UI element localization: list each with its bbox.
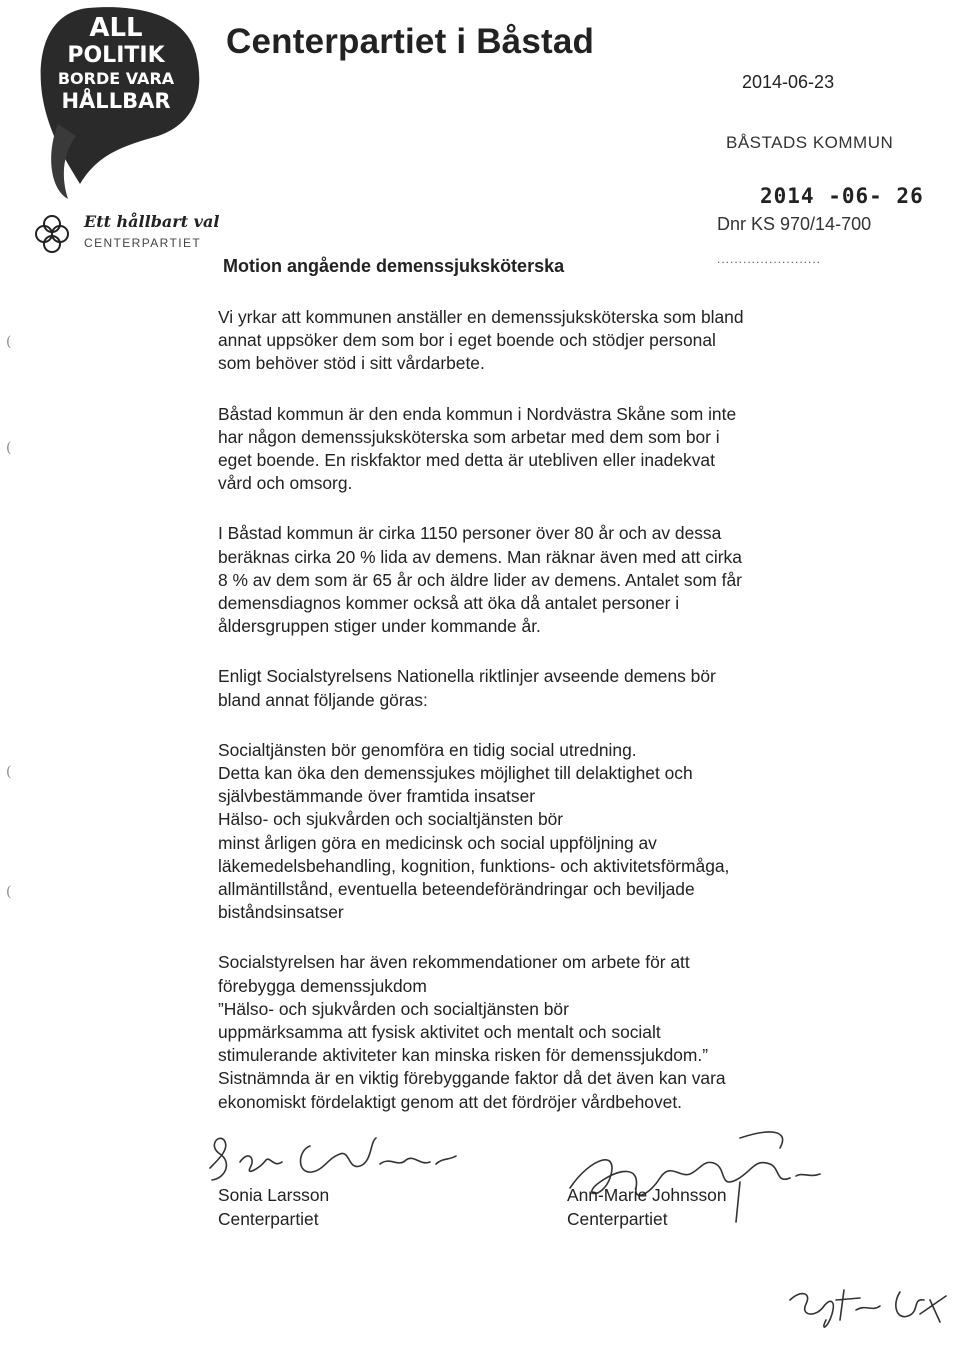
- text-line: vård och omsorg.: [218, 473, 353, 494]
- stamp-received-date: 2014 -06- 26: [760, 184, 924, 208]
- text-line: I Båstad kommun är cirka 1150 personer över 80 år och av dessa: [218, 523, 722, 544]
- text-line: beräknas cirka 20 % lida av demens. Man räknar även med att cirka: [218, 546, 742, 567]
- text-line: Hälso- och sjukvården och socialtjänsten bör: [218, 809, 564, 830]
- text-line: uppmärksamma att fysisk aktivitet och mentalt och socialt: [218, 1022, 661, 1043]
- paragraph-4: [218, 665, 858, 711]
- logo-badge-icon: [28, 4, 208, 274]
- text-line: som behöver stöd i sitt vårdarbete.: [218, 353, 485, 374]
- margin-mark-icon: (: [6, 884, 12, 900]
- signature-block-2: [567, 1183, 727, 1231]
- signature-sonia-icon: [200, 1128, 480, 1188]
- stamp-office: BÅSTADS KOMMUN: [726, 133, 894, 152]
- text-line: förebygga demenssjukdom: [218, 975, 427, 996]
- badge-line-3: BORDE VARA: [57, 69, 175, 88]
- badge-line-2: POLITIK: [67, 43, 165, 68]
- motion-title: Motion angående demenssjuksköterska: [223, 256, 565, 276]
- signer-name: Ann-Marie Johnsson: [567, 1185, 727, 1205]
- signer-party: Centerpartiet: [218, 1209, 319, 1229]
- text-line: minst årligen göra en medicinsk och social uppföljning av: [218, 832, 657, 853]
- text-line: allmäntillstånd, eventuella beteendeförändringar och beviljade: [218, 879, 695, 900]
- clover-icon: [36, 216, 68, 252]
- text-line: Enligt Socialstyrelsens Nationella riktlinjer avseende demens bör: [218, 666, 716, 687]
- paragraph-6: [218, 951, 858, 1113]
- signature-block-1: [218, 1183, 329, 1231]
- text-line: Detta kan öka den demenssjukes möjlighet till delaktighet och: [218, 763, 693, 784]
- stamp-dnr: Dnr KS 970/14-700: [717, 214, 872, 234]
- text-line: åldersgruppen stiger under kommande år.: [218, 616, 541, 637]
- signer-party: Centerpartiet: [567, 1209, 668, 1229]
- text-line: Sistnämnda är en viktig förebyggande faktor då det även kan vara: [218, 1068, 726, 1089]
- text-line: annat uppsöker dem som bor i eget boende och stödjer personal: [218, 330, 716, 351]
- motion-body: [218, 306, 858, 1141]
- text-line: stimulerande aktiviteter kan minska risken för demenssjukdom.”: [218, 1045, 709, 1066]
- text-line: Socialtjänsten bör genomföra en tidig social utredning.: [218, 739, 637, 760]
- text-line: Vi yrkar att kommunen anställer en demenssjuksköterska som bland: [218, 307, 744, 327]
- text-line: ekonomiskt fördelaktigt genom att det fördröjer vårdbehovet.: [218, 1091, 683, 1112]
- paragraph-2: [218, 403, 858, 496]
- text-line: eget boende. En riskfaktor med detta är utebliven eller inadekvat: [218, 450, 715, 471]
- text-line: ”Hälso- och sjukvården och socialtjänsten bör: [218, 998, 569, 1019]
- party-slogan: Ett hållbart val: [84, 212, 220, 231]
- text-line: Socialstyrelsen har även rekommendationer om arbete för att: [218, 952, 690, 973]
- page-title: Centerpartiet i Båstad: [226, 22, 595, 61]
- document-date: 2014-06-23: [742, 72, 835, 92]
- margin-mark-icon: (: [6, 440, 12, 456]
- text-line: läkemedelsbehandling, kognition, funktions- och aktivitetsförmåga,: [218, 855, 730, 876]
- signer-name: Sonia Larsson: [218, 1185, 330, 1205]
- paragraph-3: [218, 522, 858, 638]
- text-line: självbestämmande över framtida insatser: [218, 786, 536, 807]
- text-line: biståndsinsatser: [218, 902, 344, 923]
- text-line: bland annat följande göras:: [218, 689, 428, 710]
- text-line: Båstad kommun är den enda kommun i Nordvästra Skåne som inte: [218, 403, 737, 424]
- party-name: CENTERPARTIET: [84, 236, 202, 250]
- paragraph-5: [218, 739, 858, 925]
- party-logo: [28, 4, 208, 274]
- initials-mark-icon: [780, 1270, 955, 1340]
- badge-line-4: HÅLLBAR: [61, 89, 171, 113]
- text-line: har någon demenssjuksköterska som arbetar med dem som bor i: [218, 426, 720, 447]
- text-line: 8 % av dem som är 65 år och äldre lider av demens. Antalet som får: [218, 569, 742, 590]
- text-line: demensdiagnos kommer också att öka då antalet personer i: [218, 593, 680, 614]
- badge-line-1: ALL: [89, 13, 143, 43]
- paragraph-1: [218, 306, 858, 376]
- margin-mark-icon: (: [6, 334, 12, 350]
- stamp-dotted-line: ........................: [717, 252, 822, 266]
- margin-mark-icon: (: [6, 764, 12, 780]
